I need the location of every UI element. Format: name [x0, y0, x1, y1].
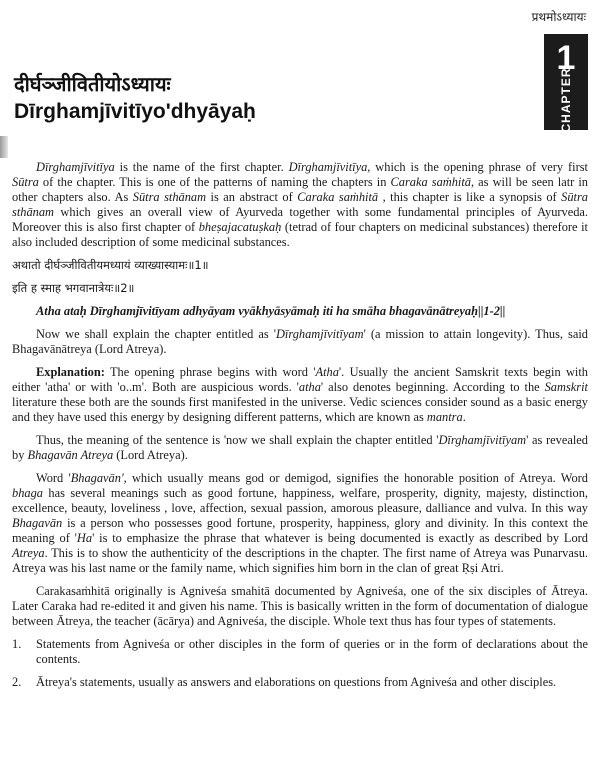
- text: , this chapter is like a synopsis of: [378, 190, 562, 204]
- text: has several meanings such as good fortune, happiness, welfare, prosperity, dignity, majesty, distinction, excellence, beauty, loveliness , love, affection, sexual passion, amorous pleasure, dalliance and vulva. In this way: [12, 486, 588, 515]
- term: atha: [298, 380, 321, 394]
- text: literature these both are the sounds first manifested in the universe. Vedic sciences consider sound as a basic energy and they have used this energy by designing different patterns, which are known as: [12, 395, 588, 424]
- verse-1: अथातो दीर्घञ्जीवितीयमध्यायं व्याख्यास्यामः॥1॥: [12, 258, 209, 272]
- text: which is the opening phrase of very first: [370, 160, 588, 174]
- chapter-label: CHAPTER: [559, 67, 573, 133]
- list-text: Ātreya's statements, usually as answers and elaborations on questions from Agniveśa and other disciples.: [36, 675, 557, 689]
- bhagavan-paragraph: [12, 471, 588, 576]
- explanation-label: Explanation:: [36, 365, 105, 379]
- verse-2: इति ह स्माह भगवानात्रेयः॥2॥: [12, 281, 135, 295]
- term: bhaga: [12, 486, 43, 500]
- text: is a person who possesses good fortune, prosperity, happiness, glory and divinity. In this context the meaning of ': [12, 516, 588, 545]
- chapter-tab: [544, 34, 588, 133]
- text: Now we shall explain the chapter entitled as ': [36, 327, 276, 341]
- text: .: [462, 410, 466, 424]
- list-number: 1.: [12, 637, 22, 651]
- intro-paragraph: [12, 160, 588, 250]
- text: is an abstract of: [206, 190, 298, 204]
- text: , as will be seen latr in other chapters also. As: [12, 175, 589, 204]
- running-head: प्रथमोऽध्यायः: [531, 10, 586, 24]
- list-text: Statements from Agniveśa or other disciples in the form of queries or in the form of declarations about the contents.: [36, 637, 588, 666]
- list-number: 2.: [12, 675, 22, 689]
- text: is the name of the first chapter.: [114, 160, 289, 174]
- text: ' as revealed by: [12, 433, 588, 462]
- term: Samskrit: [544, 380, 588, 394]
- text: (tetrad of four chapters on medicinal substances) therefore it also included description of some medicinal substances.: [12, 220, 588, 249]
- meaning-paragraph: [12, 433, 588, 463]
- term: Dīrghamjīvitīya,: [288, 160, 371, 174]
- term: Bhagavān',: [70, 471, 127, 485]
- text: which usually means god or demigod, signifies the honorable position of Atreya. Word: [126, 471, 588, 485]
- text: (Lord Atreya).: [113, 448, 188, 462]
- term: Dīrghamjīvitīyam: [275, 327, 364, 341]
- term: Caraka saṁhitā: [390, 175, 471, 189]
- term: Caraka saṁhitā: [297, 190, 379, 204]
- term: mantra: [426, 410, 463, 424]
- term: Sūtra: [12, 175, 39, 189]
- text: The opening phrase begins with word ': [104, 365, 316, 379]
- text: '. Usually the ancient Samskrit texts begin with either 'atha' or with 'o..m'. Both are auspicious words. ': [12, 365, 588, 394]
- text: . This is to show the authenticity of the descriptions in the chapter. The first name of Atreya was Punarvasu. Atreya was his last name or the family name, which signifies him born in the clan of great Ṛṣi Atri.: [12, 546, 588, 575]
- term: Dīrghamjīvitīyam: [438, 433, 527, 447]
- page-edge-shadow: [0, 136, 8, 158]
- text: which gives an overall view of Ayurveda together with some fundamental principles of Ayurveda. Moreover this is also first chapter of: [12, 205, 588, 234]
- chapter-title-devanagari: दीर्घञ्जीवितीयोऽध्यायः: [14, 72, 171, 96]
- text: Word ': [36, 471, 71, 485]
- list-item: [12, 637, 588, 667]
- list-item: [12, 675, 588, 690]
- carakasamhita-paragraph: Carakasaṁhitā originally is Agniveśa smahitā documented by Agniveśa, one of the six disciples of Ātreya. Later Caraka had re-edited it and given his name. This is basically written in the form of documentation of dialogue between Ātreya, the teacher (ācārya) and Agniveśa, the disciple. Whole text thus has four types of statements.: [12, 584, 588, 628]
- term: Dīrghamjīvitīya: [36, 160, 115, 174]
- text: Thus, the meaning of the sentence is 'now we shall explain the chapter entitled ': [36, 433, 439, 447]
- text: of the chapter. This is one of the patterns of naming the chapters in: [38, 175, 391, 189]
- body-text: [12, 160, 588, 690]
- text: ' also denotes beginning. According to the: [320, 380, 545, 394]
- term: bheṣajacatuṣkaḥ: [198, 220, 282, 234]
- term: Bhagavān: [12, 516, 63, 530]
- verse-transliteration: Atha ataḥ Dīrghamjīvitīyam adhyāyam vyākhyāsyāmaḥ iti ha smāha bhagavānātreyaḥ||1-2||: [36, 304, 506, 318]
- term: Atreya: [12, 546, 45, 560]
- term: Bhagavān Atreya: [27, 448, 114, 462]
- chapter-title-roman: Dīrghamjīvitīyo'dhyāyaḥ: [14, 100, 256, 123]
- term: Atha: [315, 365, 339, 379]
- chapter-number: 1: [556, 39, 576, 77]
- explanation-paragraph: [12, 365, 588, 425]
- term: Ha: [76, 531, 93, 545]
- text: ' is to emphasize the phrase that whatever is being documented is exactly as described by Lord: [92, 531, 588, 545]
- term: Sūtra sthānam: [132, 190, 207, 204]
- translation-paragraph: [12, 327, 588, 357]
- term: Sūtra sthānam: [12, 190, 589, 219]
- text: ' (a mission to attain longevity). Thus, said Bhagavānātreya (Lord Atreya).: [12, 327, 588, 356]
